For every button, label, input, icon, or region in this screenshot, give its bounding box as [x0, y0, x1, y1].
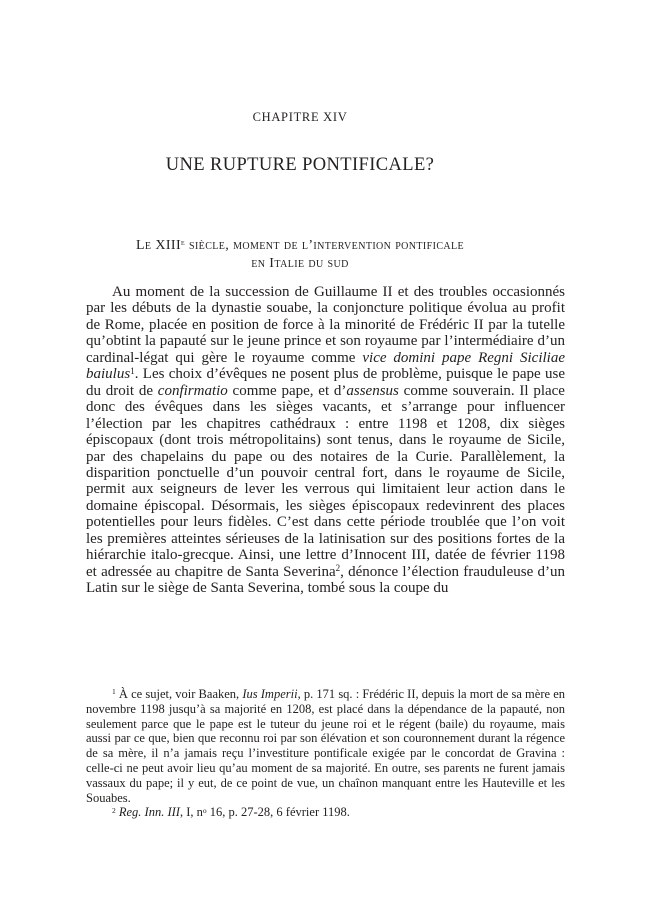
section-heading-line2: en Italie du sud — [251, 255, 349, 271]
section-heading-line1: Le XIIIe siècle, moment de l’intervention pontificale — [135, 237, 465, 253]
footnotes-block — [86, 687, 565, 820]
section-heading — [60, 237, 540, 272]
page-title: UNE RUPTURE PONTIFICALE? — [165, 155, 435, 175]
body-paragraph: Au moment de la succession de Guillaume II et des troubles occasionnés par les débuts de la dynastie souabe, la conjoncture politique évolua au profit de Rome, placée en position de force à la minorité de Frédéric II par la tutelle qu’obtint la papauté sur le jeune prince et son royaume par l’intermédiaire d’un cardinal-légat qui gère le royaume comme vice domini pape Regni Siciliae baiulus$^1$. Les choix d’évêques ne posent plus de problème, puisque le pape use du droit de confirmatio comme pape, et d’assensus comme souverain. Il place donc des évêques dans les sièges vacants, et s’arrange pour influencer l’élection par les chapitres cathédraux : entre 1198 et 1208, dix sièges épiscopaux (dont trois métropolitains) sont tenus, dans le royaume de Sicile, par des chapelains du pape ou des notaires de la Curie. Parallèlement, la disparition ponctuelle d’un pouvoir central fort, dans le royaume de Sicile, permit aux seigneurs de lever les verrous qui limitaient leur action dans le domaine épiscopal. Désormais, les sièges épiscopaux redevinrent des places potentielles pour leurs fidèles. C’est dans cette période troublée que l’on voit les premières atteintes sérieuses de la latinisation sur des positions fortes de la hiérarchie italo-grecque. Ainsi, une lettre d’Innocent III, datée de février 1198 et adressée au chapitre de Santa Severina$^2$, dénonce l’élection frauduleuse d’un Latin sur le siège de Santa Severina, tombé sous la coupe du — [86, 284, 565, 597]
chapter-heading: CHAPITRE XIV — [252, 110, 348, 124]
footnote: $^2$ Reg. Inn. III, I, $n^o$ 16, p. 27-28, 6 février 1198. — [112, 805, 350, 820]
footnote: $^1$ À ce sujet, voir Baaken, Ius Imperii, p. 171 sq. : Frédéric II, depuis la mort de sa mère en novembre 1198 jusqu’à sa majorité en 1208, est placé dans la dépendance de la papauté, non seulement parce que le pape est le tuteur du jeune roi et le régent (baile) du royaume, mais aussi par ce que, bien que reconnu roi par son élévation et son couronnement durant la régence de sa mère, il n’a jamais reçu l’investiture pontificale exigée par le concordat de Gravina : celle-ci ne peut avoir lieu qu’au moment de sa majorité. En outre, ses parents ne furent jamais vassaux du pape; il y eut, de ce point de vue, un chaînon manquant entre les Hauteville et les Souabes. — [86, 687, 566, 805]
